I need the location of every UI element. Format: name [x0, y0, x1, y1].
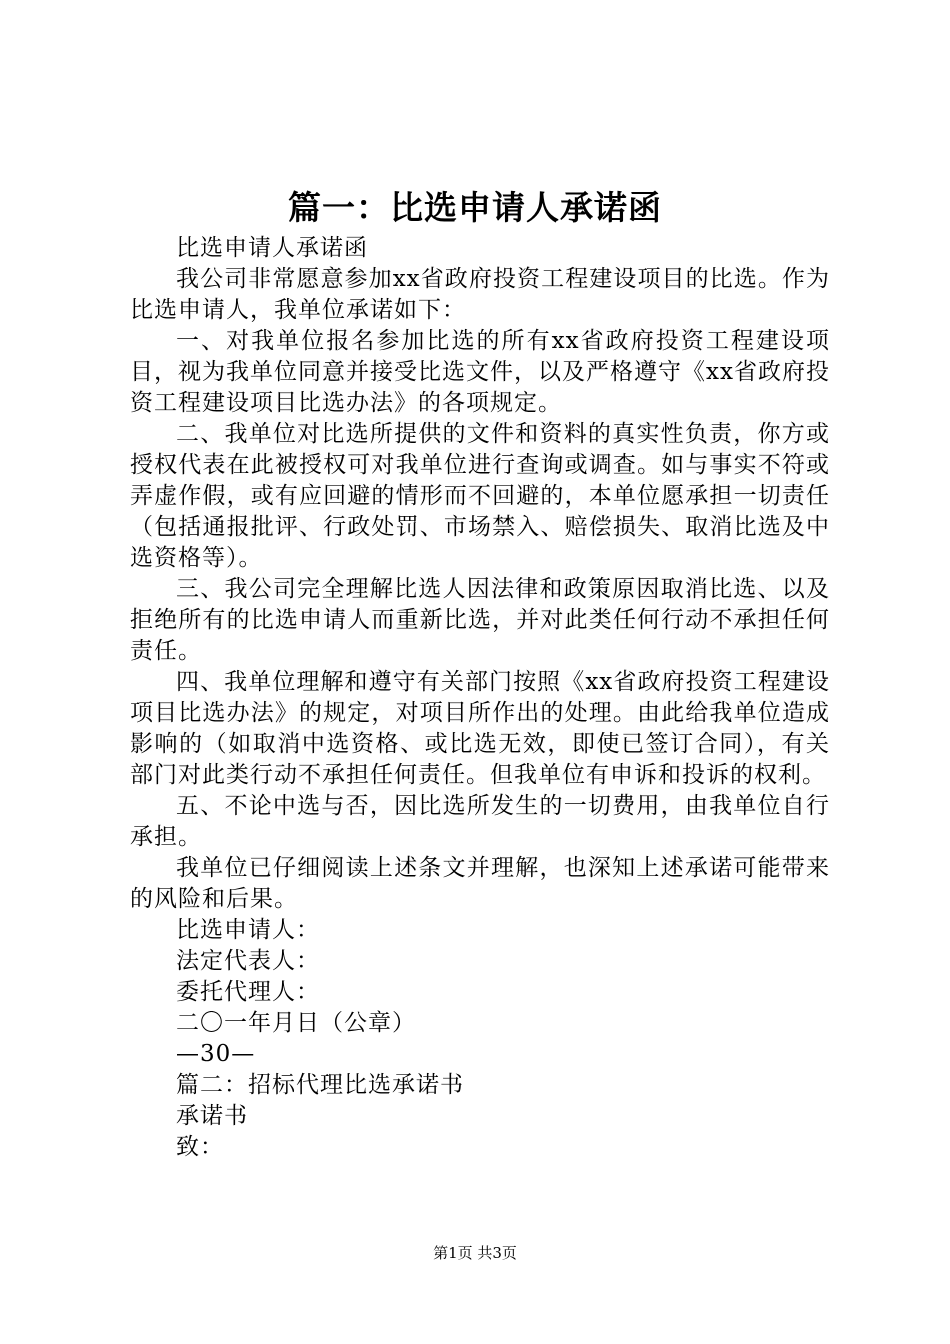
section-2-subheading: 承诺书: [176, 1103, 248, 1129]
paragraph-item-4: 四、我单位理解和遵守有关部门按照《xx省政府投资工程建设项目比选办法》的规定，对项目所作出的处理。由此给我单位造成影响的（如取消中选资格、或比选无效，即使已签订合同），有关部门对此类行动不承担任何责任。但我单位有申诉和投诉的权利。: [130, 669, 830, 788]
signature-legal-rep: 法定代表人：: [176, 948, 320, 974]
document-title: 篇一：比选申请人承诺函: [288, 188, 662, 227]
page-marker: —30—: [176, 1041, 256, 1067]
signature-agent: 委托代理人：: [176, 979, 320, 1005]
paragraph-item-5: 五、不论中选与否，因比选所发生的一切费用，由我单位自行承担。: [130, 793, 830, 850]
paragraph-acknowledgement: 我单位已仔细阅读上述条文并理解，也深知上述承诺可能带来的风险和后果。: [130, 855, 830, 912]
paragraph-letter-heading: 比选申请人承诺函: [176, 235, 368, 261]
paragraph-item-2: 二、我单位对比选所提供的文件和资料的真实性负责，你方或授权代表在此被授权可对我单位进行查询或调查。如与事实不符或弄虚作假，或有应回避的情形而不回避的，本单位愿承担一切责任（包括通报批评、行政处罚、市场禁入、赔偿损失、取消比选及中选资格等）。: [130, 421, 830, 571]
page-footer: 第1页 共3页: [433, 1244, 517, 1262]
paragraph-intro: 我公司非常愿意参加xx省政府投资工程建设项目的比选。作为比选申请人，我单位承诺如下：: [130, 266, 830, 323]
section-2-addressee: 致：: [176, 1134, 224, 1160]
signature-date: 二〇一年月日（公章）: [176, 1010, 416, 1036]
paragraph-item-3: 三、我公司完全理解比选人因法律和政策原因取消比选、以及拒绝所有的比选申请人而重新比选，并对此类任何行动不承担任何责任。: [130, 576, 830, 664]
document-body: [130, 233, 830, 1163]
paragraph-item-1: 一、对我单位报名参加比选的所有xx省政府投资工程建设项目，视为我单位同意并接受比选文件，以及严格遵守《xx省政府投资工程建设项目比选办法》的各项规定。: [130, 328, 830, 416]
section-2-heading: 篇二：招标代理比选承诺书: [176, 1072, 464, 1098]
signature-applicant: 比选申请人：: [176, 917, 320, 943]
